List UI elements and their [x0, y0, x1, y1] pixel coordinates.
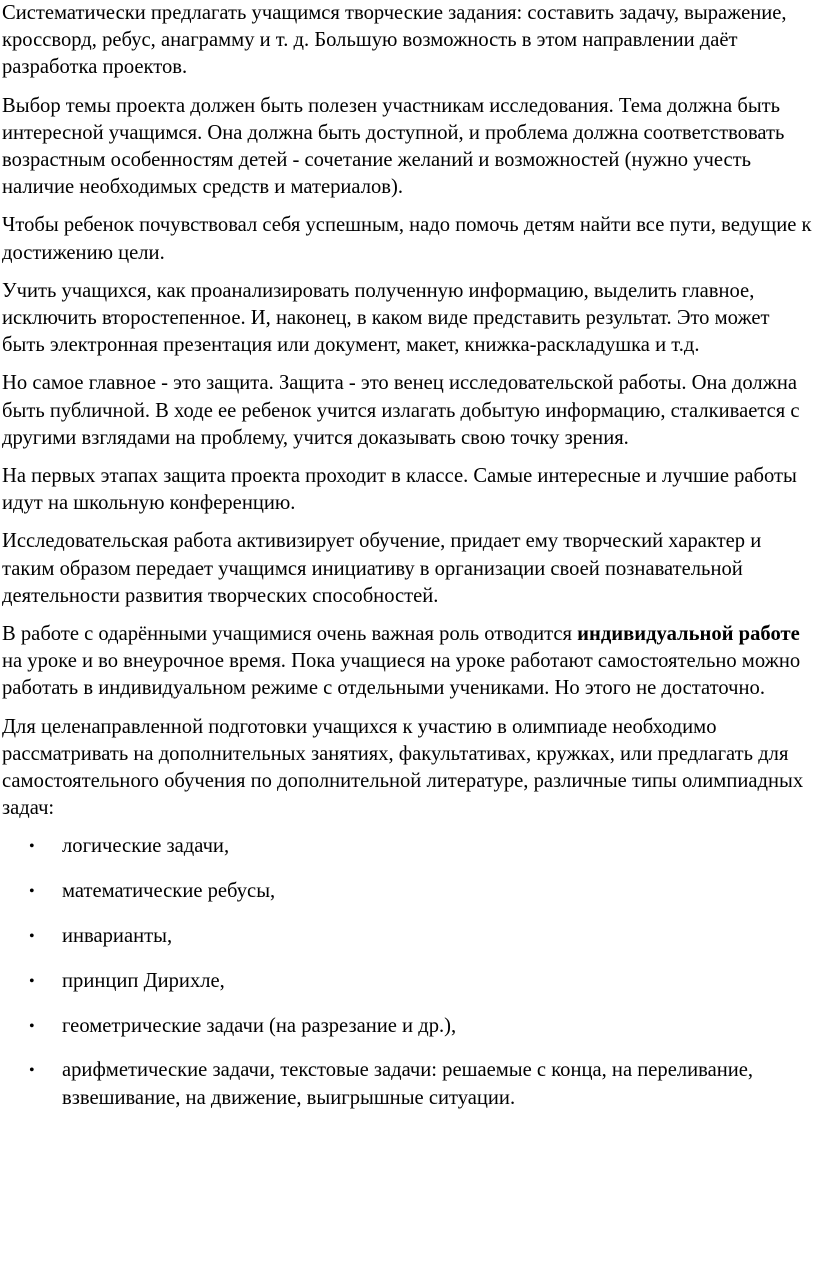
list-item: • математические ребусы, — [2, 878, 816, 905]
paragraph-project-topic: Выбор темы проекта должен быть полезен участникам исследования. Тема должна быть интересной учащимся. Она должна быть доступной, и проблема должна соответствовать возрастным особенностям детей - сочетание желаний и возможностей (нужно учесть наличие необходимых средств и материалов). — [2, 94, 785, 199]
olympiad-task-list — [2, 833, 816, 1111]
paragraph-success: Чтобы ребенок почувствовал себя успешным, надо помочь детям найти все пути, ведущие к достижению цели. — [2, 214, 812, 264]
list-item: • принцип Дирихле, — [2, 968, 816, 995]
list-item: • геометрические задачи (на разрезание и др.), — [2, 1013, 816, 1040]
paragraph-analysis: Учить учащихся, как проанализировать полученную информацию, выделить главное, исключить второстепенное. И, наконец, в каком виде представить результат. Это может быть электронная презентация или документ, макет, книжка-раскладушка и т.д. — [2, 279, 770, 357]
paragraph-class-stage: На первых этапах защита проекта проходит в классе. Самые интересные и лучшие работы идут на школьную конференцию. — [2, 465, 797, 515]
list-item: • инварианты, — [2, 923, 816, 950]
paragraph-olympiad: Для целенаправленной подготовки учащихся к участию в олимпиаде необходимо рассматривать на дополнительных занятиях, факультативах, кружках, или предлагать для самостоятельного обучения по дополнительной литературе, различные типы олимпиадных задач: — [2, 715, 804, 820]
list-item: • логические задачи, — [2, 833, 816, 860]
individual-text-before: В работе с одарёнными учащимися очень важная роль отводится — [2, 623, 578, 646]
paragraph-creative-tasks: Систематически предлагать учащимся творческие задания: составить задачу, выражение, кроссворд, ребус, анаграмму и т. д. Большую возможность в этом направлении даёт разработка проектов. — [2, 2, 787, 79]
individual-text-after: на уроке и во внеурочное время. Пока учащиеся на уроке работают самостоятельно можно работать в индивидуальном режиме с отдельными учениками. Но этого не достаточно. — [2, 650, 801, 700]
paragraph-defense: Но самое главное - это защита. Защита - это венец исследовательской работы. Она должна быть публичной. В ходе ее ребенок учится излагать добытую информацию, сталкивается с другими взглядами на проблему, учится доказывать свою точку зрения. — [2, 372, 800, 449]
individual-work-bold: индивидуальной работе — [577, 623, 800, 646]
paragraph-individual-work — [2, 621, 816, 703]
list-item: • арифметические задачи, текстовые задачи: решаемые с конца, на переливание, взвешивание, на движение, выигрышные ситуации. — [2, 1057, 816, 1111]
paragraph-research-work: Исследовательская работа активизирует обучение, придает ему творческий характер и таким образом передает учащимся инициативу в организации своей познавательной деятельности развития творческих способностей. — [2, 530, 762, 607]
